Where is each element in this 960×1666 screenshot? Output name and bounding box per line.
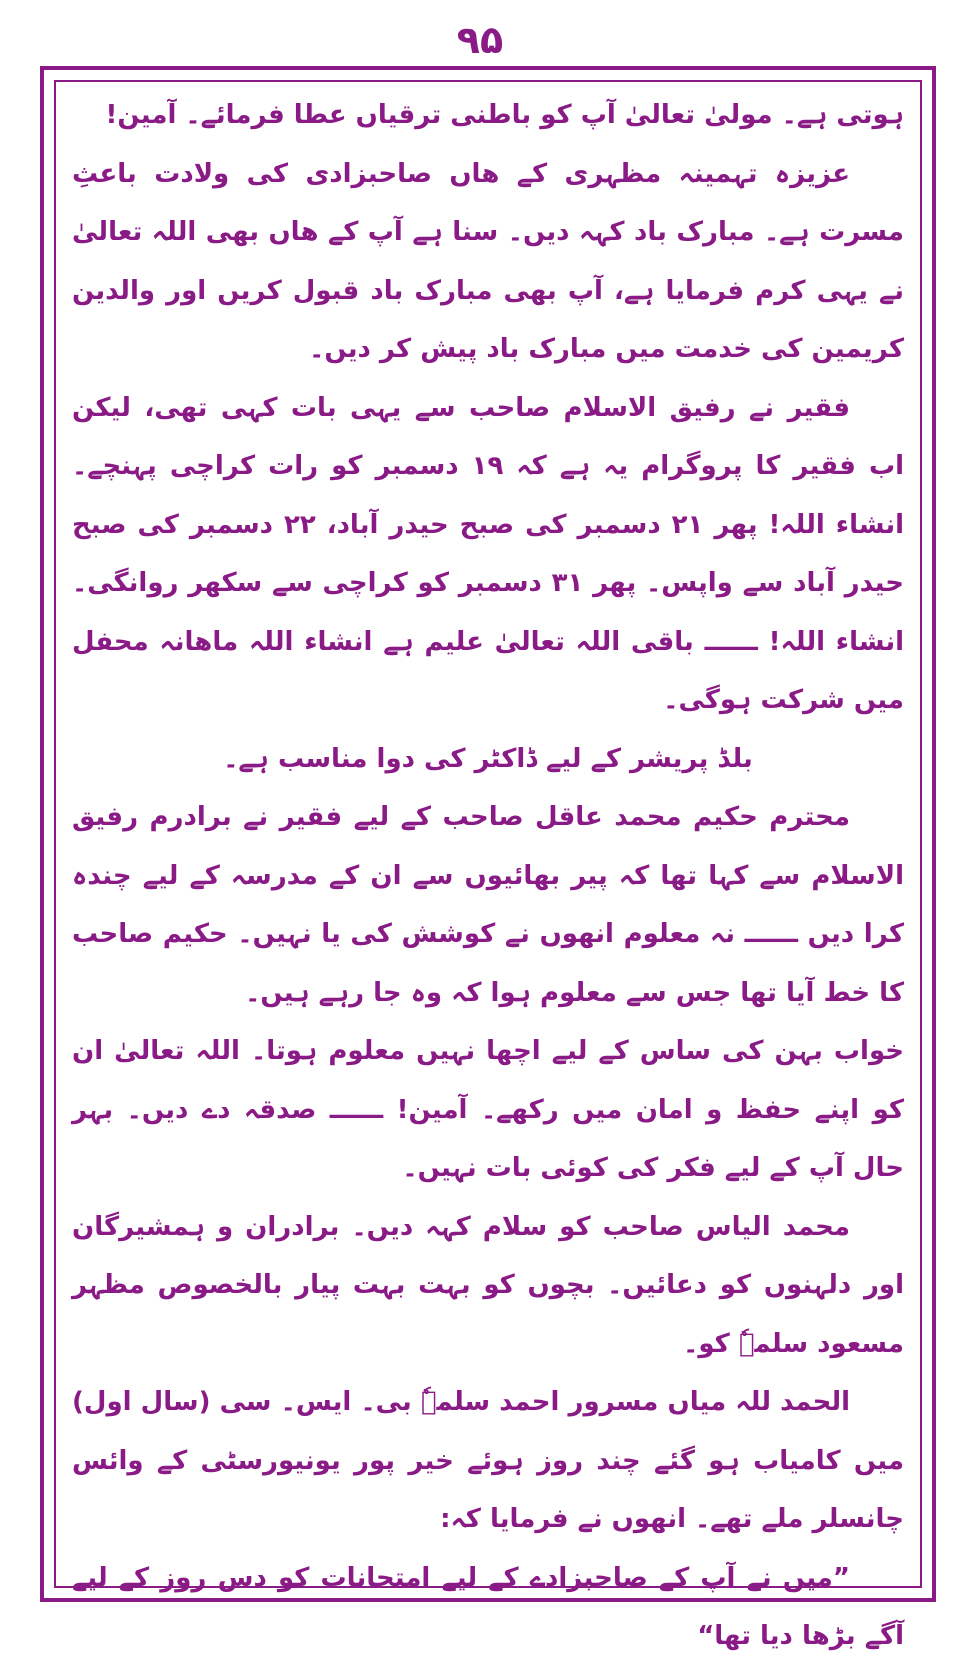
paragraph-result: الحمد للہ میاں مسرور احمد سلمہٗ بی۔ ایس۔ سی (سال اول) میں کامیاب ہو گئے چند روز ہوئے خیر پور یونیورسٹی کے وائس چانسلر ملے تھے۔ انھوں نے فرمایا کہ: bbox=[72, 1387, 904, 1534]
paragraph-congratulations: عزیزہ تہمینہ مظہری کے ھاں صاحبزادی کی ولادت باعثِ مسرت ہے۔ مبارک باد کہہ دیں۔ سنا ہے آپ کے ھاں بھی اللہ تعالیٰ نے یہی کرم فرمایا ہے، آپ بھی مبارک باد قبول کریں اور والدین کریمین کی خدمت میں مبارک باد پیش کر دیں۔ bbox=[72, 158, 904, 364]
page-text bbox=[72, 86, 904, 1651]
paragraph-dream: خواب بہن کی ساس کے لیے اچھا نہیں معلوم ہوتا۔ اللہ تعالیٰ ان کو اپنے حفظ و امان میں رکھے۔ آمین! ــــــ صدقہ دے دیں۔ بہر حال آپ کے لیے فکر کی کوئی بات نہیں۔ bbox=[72, 1036, 904, 1183]
page-number: ۹۵ bbox=[456, 18, 504, 62]
paragraph-greetings: محمد الیاس صاحب کو سلام کہہ دیں۔ برادران و ہمشیرگان اور دلہنوں کو دعائیں۔ بچوں کو بہت بہت پیار بالخصوص مظہر مسعود سلمہٗ کو۔ bbox=[72, 1211, 904, 1359]
paragraph-blessing: ہوتی ہے۔ مولیٰ تعالیٰ آپ کو باطنی ترقیاں عطا فرمائے۔ آمین! bbox=[105, 100, 904, 130]
paragraph-hakeem: محترم حکیم محمد عاقل صاحب کے لیے فقیر نے برادرم رفیق الاسلام سے کہا تھا کہ پیر بھائیوں سے ان کے مدرسہ کے لیے چندہ کرا دیں ــــــ نہ معلوم انھوں نے کوشش کی یا نہیں۔ حکیم صاحب کا خط آیا تھا جس سے معلوم ہوا کہ وہ جا رہے ہیں۔ bbox=[72, 802, 904, 1008]
paragraph-quote: ”میں نے آپ کے صاحبزادے کے لیے امتحانات کو دس روز کے لیے آگے بڑھا دیا تھا“ bbox=[72, 1562, 904, 1651]
paragraph-blood-pressure: بلڈ پریشر کے لیے ڈاکٹر کی دوا مناسب ہے۔ bbox=[223, 743, 753, 774]
paragraph-travel-program: فقیر نے رفیق الاسلام صاحب سے یہی بات کہی تھی، لیکن اب فقیر کا پروگرام یہ ہے کہ ۱۹ دسمبر کو رات کراچی پہنچے۔ انشاء اللہ! پھر ۲۱ دسمبر کی صبح حیدر آباد، ۲۲ دسمبر کی صبح حیدر آباد سے واپس۔ پھر ۳۱ دسمبر کو کراچی سے سکھر روانگی۔ انشاء اللہ! ــــــ باقی اللہ تعالیٰ علیم ہے انشاء اللہ ماھانہ محفل میں شرکت ہوگی۔ bbox=[72, 392, 904, 715]
